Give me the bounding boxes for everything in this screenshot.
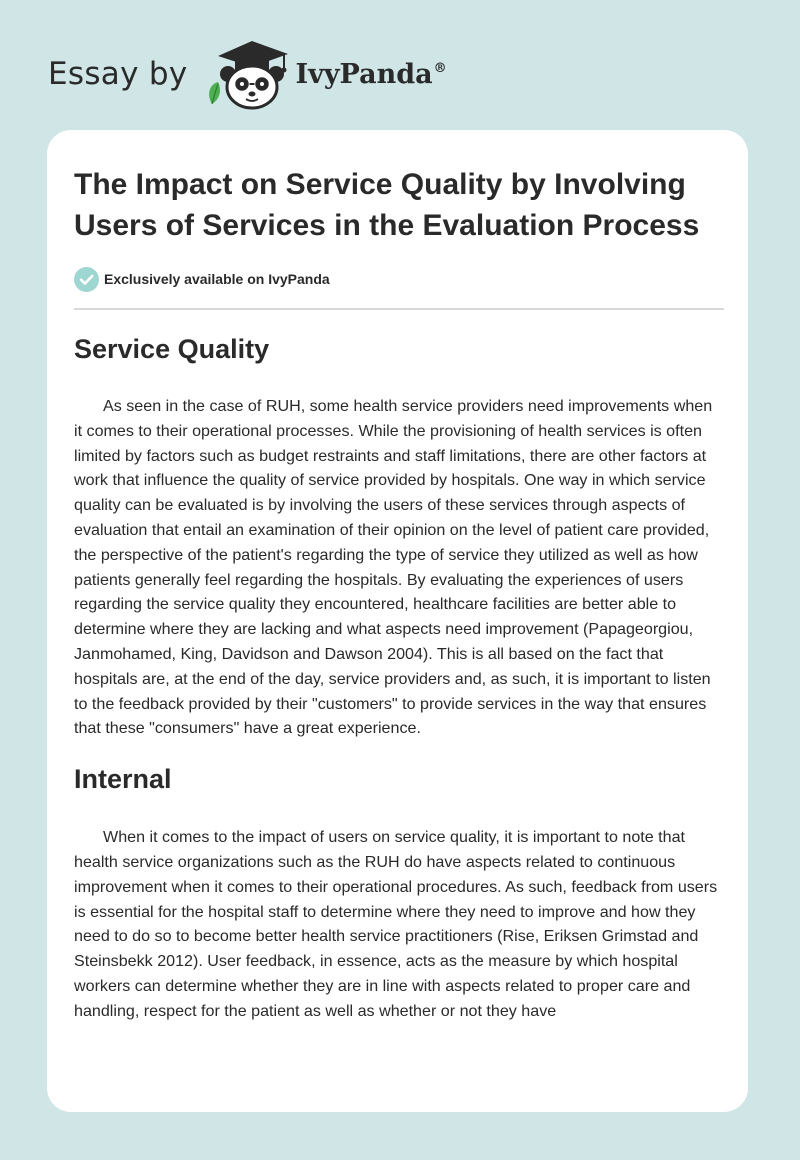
- exclusive-badge: [74, 266, 724, 292]
- section-paragraph-service-quality: As seen in the case of RUH, some health service providers need improvements when it comes to their operational processes. While the provisioning of health services is often limited by factors such as budget restraints and staff limitations, there are other factors at work that influence the quality of service provided by hospitals. One way in which service quality can be evaluated is by involving the users of these services through aspects of evaluation that entail an examination of their opinion on the level of patient care provided, the perspective of the patient's regarding the type of service they utilized as well as how patients generally feel regarding the hospitals. By evaluating the experiences of users regarding the service quality they encountered, healthcare facilities are better able to determine where they are lacking and what aspects need improvement (Papageorgiou, Janmohamed, King, Davidson and Dawson 2004). This is all based on the fact that hospitals are, at the end of the day, service providers and, as such, it is important to listen to the feedback provided by their "customers" to provide services in the way that ensures that these "consumers" have a great experience.: [74, 397, 713, 738]
- check-circle-icon: [74, 267, 99, 292]
- section-paragraph-internal: When it comes to the impact of users on service quality, it is important to note that health service organizations such as the RUH do have aspects related to continuous improvement when it comes to their operational procedures. As such, feedback from users is essential for the hospital staff to determine where they need to improve and how they need to do so to become better health service practitioners (Rise, Eriksen Grimstad and Steinsbekk 2012). User feedback, in essence, acts as the measure by which hospital workers can determine whether they are in line with aspects related to proper care and handling, respect for the patient as well as whether or not they have: [74, 828, 718, 1020]
- brand-name: IvyPanda: [295, 58, 433, 90]
- section-heading-service-quality: Service Quality: [74, 334, 270, 364]
- essay-title: The Impact on Service Quality by Involving Users of Services in the Evaluation Process: [74, 168, 700, 242]
- title-divider: [74, 308, 724, 310]
- panda-logo-icon[interactable]: [204, 36, 294, 112]
- site-header: [48, 34, 447, 114]
- ivypanda-wordmark[interactable]: [296, 59, 447, 90]
- registered-mark: ®: [433, 60, 447, 76]
- essay-by-label: Essay by: [48, 56, 188, 92]
- exclusive-badge-label: Exclusively available on IvyPanda: [104, 271, 330, 287]
- essay-content: [74, 164, 724, 1024]
- essay-card: [47, 130, 748, 1112]
- section-heading-internal: Internal: [74, 764, 172, 795]
